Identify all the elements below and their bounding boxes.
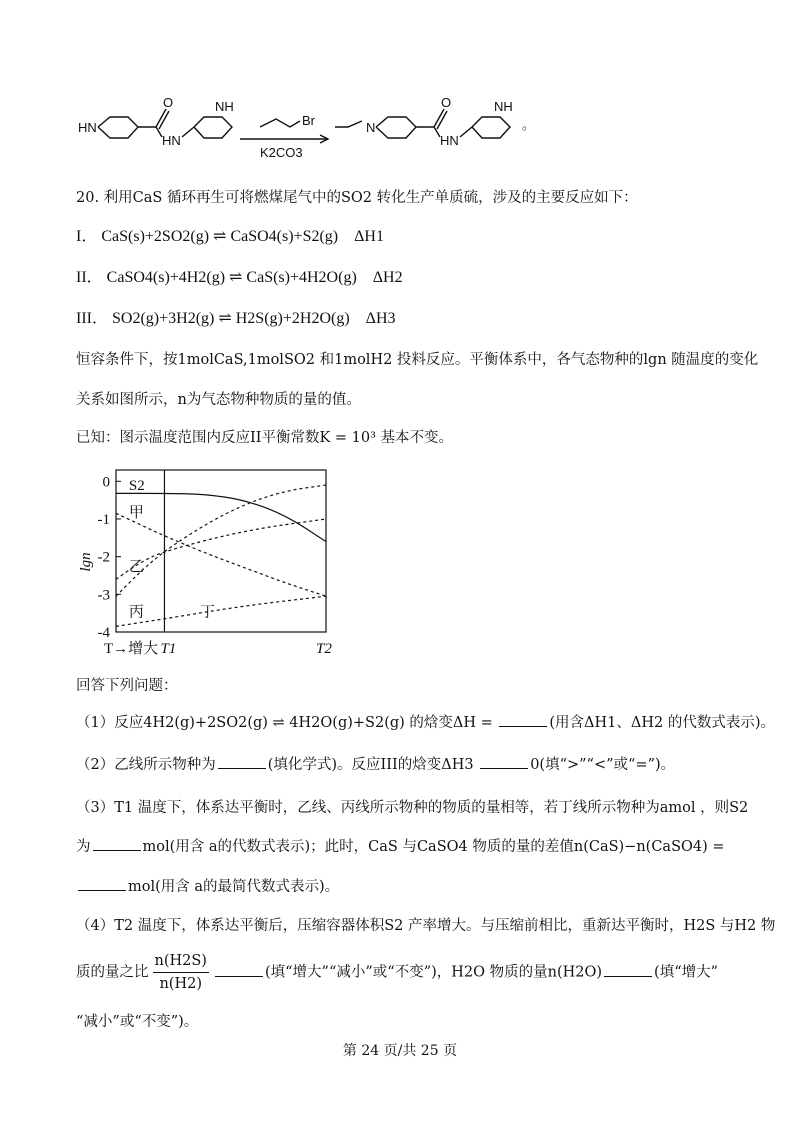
- answer-prompt: 回答下列问题：: [76, 678, 178, 694]
- series-annotation-甲: 甲: [128, 505, 144, 522]
- series-line-乙: [116, 485, 326, 596]
- series-annotation-S2: S2: [128, 478, 145, 495]
- piperidine-ring-4: [472, 117, 510, 138]
- svg-text:NH: NH: [215, 99, 234, 114]
- plot-frame: [116, 470, 326, 632]
- series-line-甲: [116, 513, 326, 596]
- condition-text-2: 关系如图所示，n为气态物种物质的量的值。: [76, 392, 361, 408]
- x-axis-label: T→增大: [104, 641, 159, 657]
- reaction-1: I． CaS(s)+2SO2(g) ⇌ CaSO4(s)+S2(g) ΔH1: [76, 228, 384, 245]
- svg-text:HN: HN: [78, 120, 97, 135]
- svg-text:O: O: [441, 95, 452, 110]
- svg-text:。: 。: [522, 117, 536, 132]
- lgn-temperature-chart: [76, 462, 346, 662]
- condition-label: K2CO3: [260, 145, 303, 160]
- answer-blank-2b[interactable]: [480, 754, 528, 769]
- svg-text:O: O: [163, 95, 174, 110]
- question-intro: 20. 利用CaS 循环再生可将燃煤尾气中的SO2 转化生产单质硫，涉及的主要反应如下：: [76, 190, 638, 206]
- reaction-2: II． CaSO4(s)+4H2(g) ⇌ CaS(s)+4H2O(g) ΔH2: [76, 269, 403, 286]
- known-text: 已知：图示温度范围内反应II平衡常数K = 10³ 基本不变。: [76, 430, 454, 446]
- y-tick-label: -2: [97, 549, 110, 566]
- sub-question-4-line3: “减小”或“不变”)。: [76, 1014, 199, 1030]
- reaction-3: III． SO2(g)+3H2(g) ⇌ H2S(g)+2H2O(g) ΔH3: [76, 310, 396, 327]
- ratio-fraction: $\frac{n(H2S)}{n(H2)}$: [153, 950, 209, 995]
- svg-text:NH: NH: [494, 99, 513, 114]
- y-tick-label: -1: [97, 511, 110, 528]
- x-tick-t1: T1: [160, 641, 177, 657]
- y-axis-label: lgn: [78, 552, 94, 572]
- page-footer: 第 24 页/共 25 页: [342, 1043, 458, 1059]
- series-line-S2: [116, 493, 326, 541]
- answer-blank-1[interactable]: [499, 712, 547, 727]
- answer-blank-3b[interactable]: [78, 876, 126, 891]
- svg-text:N: N: [366, 120, 376, 135]
- x-tick-t2: T2: [316, 641, 332, 657]
- sub-question-3-line1: （3）T1 温度下，体系达平衡时，乙线、丙线所示物种的物质的量相等，若丁线所示物种为amol ，则S2: [76, 800, 749, 816]
- svg-text:HN: HN: [440, 133, 459, 148]
- sub-question-4-line2: 质的量之比 $\frac{n(H2S)}{n(H2)}$ (填“增大”“减小”或“不变”)，H2O 物质的量n(H2O) (填“增大”: [76, 950, 718, 995]
- y-tick-label: 0: [102, 474, 110, 491]
- series-line-丁: [116, 596, 326, 626]
- reaction-scheme: [70, 95, 540, 170]
- series-line-丙: [116, 519, 326, 579]
- piperidine-ring-1: [98, 117, 138, 138]
- piperidine-ring-3: [376, 117, 416, 138]
- sub-question-1: （1）反应4H2(g)+2SO2(g) ⇌ 4H2O(g)+S2(g) 的焓变ΔH = (用含ΔH1、ΔH2 的代数式表示)。: [76, 712, 775, 733]
- answer-blank-3a[interactable]: [93, 836, 141, 851]
- sub-question-2: （2）乙线所示物种为 (填化学式)。反应III的焓变ΔH3 0(填“>”“<”或“=”)。: [76, 754, 675, 775]
- series-annotation-丙: 丙: [128, 604, 144, 621]
- sub-question-3-line2: 为 mol(用含 a的代数式表示)；此时，CaS 与CaSO4 物质的量的差值n(CaS)−n(CaSO4) =: [76, 836, 725, 857]
- condition-text-1: 恒容条件下，按1molCaS,1molSO2 和1molH2 投料反应。平衡体系中，各气态物种的lgn 随温度的变化: [76, 352, 759, 368]
- svg-text:HN: HN: [162, 133, 181, 148]
- answer-blank-2a[interactable]: [218, 754, 266, 769]
- sub-question-3-line3: mol(用含 a的最简代数式表示)。: [76, 876, 339, 897]
- answer-blank-4b[interactable]: [604, 962, 652, 977]
- answer-blank-4a[interactable]: [215, 962, 263, 977]
- y-tick-label: -3: [97, 587, 110, 604]
- sub-question-4-line1: （4）T2 温度下，体系达平衡后，压缩容器体积S2 产率增大。与压缩前相比，重新达平衡时，H2S 与H2 物: [76, 918, 776, 934]
- reagent-label: Br: [302, 113, 315, 128]
- series-annotation-丁: 丁: [200, 604, 216, 621]
- series-annotation-乙: 乙: [128, 559, 144, 576]
- y-tick-label: -4: [97, 625, 110, 641]
- piperidine-ring-2: [194, 117, 232, 138]
